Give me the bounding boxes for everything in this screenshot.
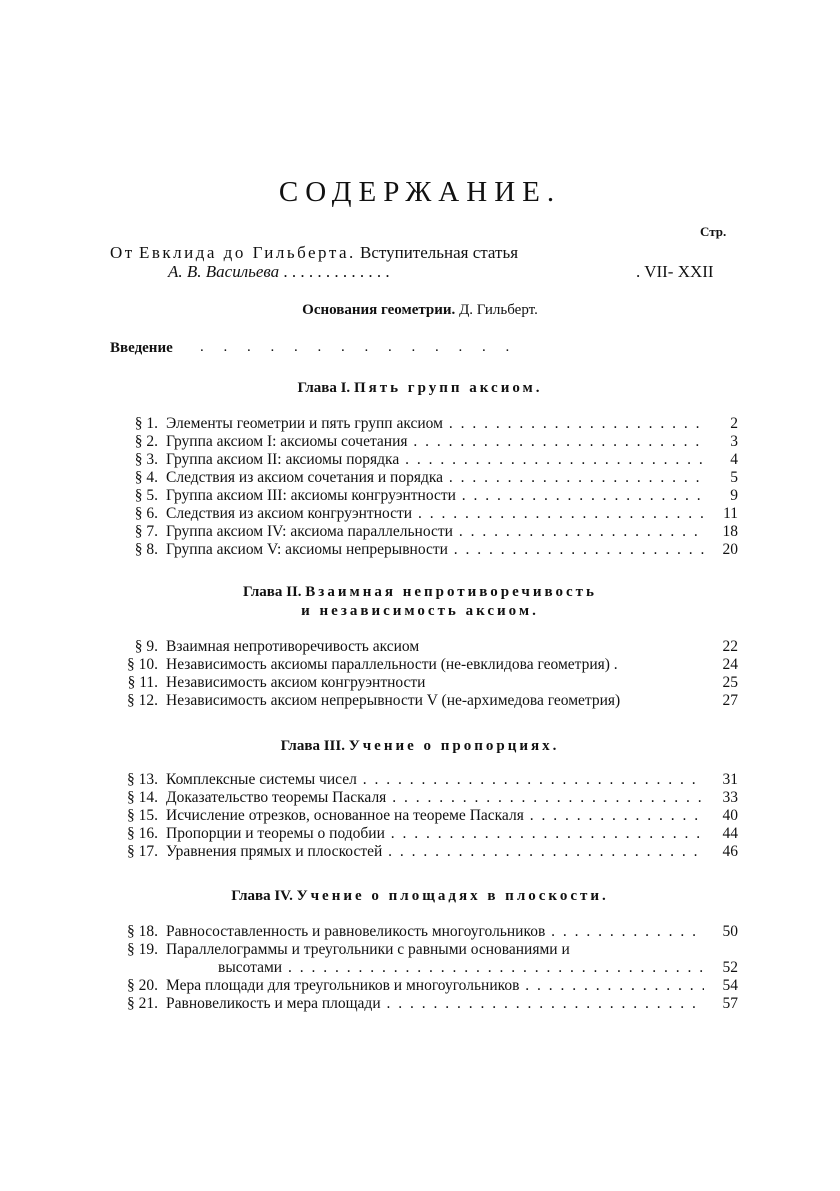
section-number: § 16. — [127, 825, 158, 842]
section-page: 57 — [704, 995, 738, 1013]
section-title: Следствия из аксиом конгруэнтности . . . — [166, 505, 704, 523]
section-page: 5 — [704, 469, 738, 487]
section-number: § 20. — [127, 977, 158, 994]
section-page: 4 — [704, 451, 738, 469]
section-number: § 4. — [134, 469, 158, 486]
section-page: 46 — [704, 843, 738, 861]
toc-row — [106, 523, 738, 542]
chapter-title-2: и независимость аксиом. — [301, 603, 539, 619]
section-page: 9 — [704, 487, 738, 505]
section-title: Комплексные системы чисел . . . — [166, 771, 704, 789]
section-title: Пропорции и теоремы о подобии . . . — [166, 825, 704, 843]
section-page: 22 — [704, 638, 738, 656]
section-page: 25 — [704, 674, 738, 692]
chapter-title: Учение о площадях в плоскости. — [296, 888, 609, 904]
section-number: § 18. — [127, 923, 158, 940]
section-title-continued: высотами . . . — [218, 959, 704, 977]
toc-row — [106, 692, 738, 711]
chapter-label: Глава I. — [297, 380, 351, 396]
section-title: Исчисление отрезков, основанное на теореме Паскаля . . . — [166, 807, 704, 825]
page-column-label: Стр. — [700, 224, 727, 239]
toc-row — [106, 541, 738, 560]
subtitle-text: Основания геометрии. — [302, 302, 456, 318]
section-page: 20 — [704, 541, 738, 559]
section-title: Группа аксиом V: аксиомы непрерывности . . . — [166, 541, 704, 559]
section-page: 2 — [704, 415, 738, 433]
chapter-heading — [0, 888, 840, 905]
section-number: § 5. — [134, 487, 158, 504]
intro-pages: . VII- XXII — [636, 262, 714, 281]
section-number: § 6. — [134, 505, 158, 522]
chapter-heading-line-2 — [0, 603, 840, 620]
chapter-label: Глава III. — [280, 738, 345, 754]
section-title: Равносоставленность и равновеликость многоугольников . . . — [166, 923, 704, 941]
section-number: § 11. — [127, 674, 158, 691]
section-number: § 12. — [127, 692, 158, 709]
section-title: Группа аксиом IV: аксиома параллельности . . . — [166, 523, 704, 541]
toc-row — [106, 771, 738, 790]
introduction-dots: . . . . . . . . . . . . . . — [200, 339, 518, 355]
section-title: Группа аксиом II: аксиомы порядка . . . — [166, 451, 704, 469]
section-number: § 3. — [134, 451, 158, 468]
section-number: § 10. — [127, 656, 158, 673]
section-title: Взаимная непротиворечивость аксиом — [166, 638, 420, 655]
intro-author: А. В. Васильева — [168, 262, 280, 281]
toc-row — [106, 415, 738, 434]
section-page: 24 — [704, 656, 738, 674]
toc-row — [106, 941, 738, 960]
section-number: § 14. — [127, 789, 158, 806]
section-page: 33 — [704, 789, 738, 807]
intro-rest: Вступительная статья — [355, 243, 519, 262]
toc-row — [106, 505, 738, 524]
section-page: 31 — [704, 771, 738, 789]
section-number: § 1. — [134, 415, 158, 432]
section-title: Независимость аксиом конгруэнтности — [166, 674, 426, 691]
toc-row — [106, 638, 738, 657]
toc-row — [106, 843, 738, 862]
intro-line-1 — [110, 243, 518, 263]
section-number: § 17. — [127, 843, 158, 860]
section-page: 54 — [704, 977, 738, 995]
section-number: § 2. — [134, 433, 158, 450]
section-title: Независимость аксиом непрерывности V (не-архимедова геометрия) — [166, 692, 621, 709]
introduction-label: Введение — [110, 340, 173, 356]
section-page: 52 — [704, 959, 738, 977]
toc-row — [106, 469, 738, 488]
section-title: Независимость аксиомы параллельности (не-евклидова геометрия) . — [166, 656, 618, 673]
toc-row — [106, 451, 738, 470]
subtitle-author: Д. Гильберт. — [459, 302, 538, 318]
section-title: Следствия из аксиом сочетания и порядка . . . — [166, 469, 704, 487]
toc-row — [106, 487, 738, 506]
section-number: § 15. — [127, 807, 158, 824]
section-number: § 13. — [127, 771, 158, 788]
chapter-title: Пять групп аксиом. — [353, 380, 543, 396]
toc-row — [106, 656, 738, 675]
chapter-title: Взаимная непротиворечивость — [305, 584, 597, 600]
section-title: Группа аксиом I: аксиомы сочетания . . . — [166, 433, 704, 451]
book-subtitle — [0, 302, 840, 319]
section-title: Уравнения прямых и плоскостей . . . — [166, 843, 704, 861]
section-page: 3 — [704, 433, 738, 451]
section-title: Равновеликость и мера площади . . . — [166, 995, 704, 1013]
intro-from: От — [110, 243, 135, 262]
section-page: 40 — [704, 807, 738, 825]
section-title: Элементы геометрии и пять групп аксиом . . . — [166, 415, 704, 433]
section-title: Мера площади для треугольников и многоугольников . . . — [166, 977, 704, 995]
intro-names: Евклида до Гильберта. — [138, 243, 356, 262]
chapter-title: Учение о пропорциях. — [348, 738, 560, 754]
toc-row — [106, 825, 738, 844]
chapter-heading — [0, 380, 840, 397]
toc-row-continuation — [106, 959, 738, 978]
toc-row — [106, 807, 738, 826]
chapter-label: Глава II. — [243, 584, 302, 600]
toc-row — [106, 433, 738, 452]
page-title: СОДЕРЖАНИЕ. — [278, 176, 562, 208]
section-page: 50 — [704, 923, 738, 941]
section-number: § 7. — [134, 523, 158, 540]
section-number: § 9. — [134, 638, 158, 655]
section-page: 44 — [704, 825, 738, 843]
section-page: 18 — [704, 523, 738, 541]
section-page: 27 — [704, 692, 738, 710]
section-number: § 21. — [127, 995, 158, 1012]
section-title: Доказательство теоремы Паскаля . . . — [166, 789, 704, 807]
chapter-heading — [0, 738, 840, 755]
chapter-heading — [0, 584, 840, 601]
toc-row — [106, 923, 738, 942]
chapter-label: Глава IV. — [231, 888, 293, 904]
intro-dots: . . . . . . . . . . . . . — [279, 262, 390, 281]
section-number: § 19. — [127, 941, 158, 958]
toc-row — [106, 789, 738, 808]
section-number: § 8. — [134, 541, 158, 558]
toc-row — [106, 977, 738, 996]
section-title: Параллелограммы и треугольники с равными основаниями и — [166, 941, 570, 958]
section-title: Группа аксиом III: аксиомы конгруэнтности . . . — [166, 487, 704, 505]
section-page: 11 — [704, 505, 738, 523]
toc-row — [106, 674, 738, 693]
toc-row — [106, 995, 738, 1014]
intro-line-2 — [168, 262, 390, 282]
